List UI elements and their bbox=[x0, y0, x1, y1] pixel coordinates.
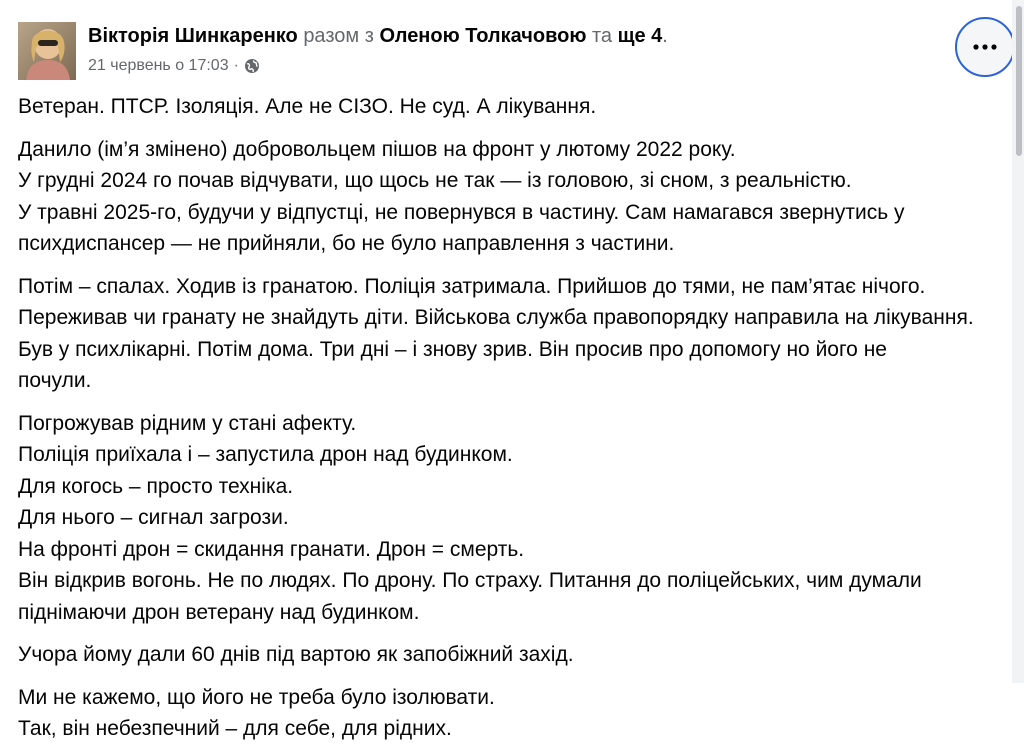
post-paragraph bbox=[18, 271, 1008, 397]
post-header bbox=[88, 23, 668, 49]
post-paragraph bbox=[18, 134, 1008, 260]
scrollbar-thumb[interactable] bbox=[1016, 6, 1022, 156]
post-text-line: Так, він небезпечний – для себе, для рідних. bbox=[18, 717, 452, 740]
post-text-line: Для нього – сигнал загрози. bbox=[18, 506, 289, 529]
post-paragraph bbox=[18, 682, 1008, 745]
others-link[interactable]: ще 4 bbox=[617, 25, 663, 47]
more-options-button[interactable] bbox=[955, 17, 1015, 77]
post-paragraph bbox=[18, 91, 1008, 123]
post-text-line: На фронті дрон = скидання гранати. Дрон = смерть. bbox=[18, 537, 525, 561]
tagged-person-link[interactable]: Оленою Толкачовою bbox=[379, 25, 587, 47]
post-text-line: Ми не кажемо, що його не треба було ізолювати. bbox=[18, 685, 495, 709]
post-text-line: У грудні 2024 го почав відчувати, що щось не так — із головою, зі сном, з реальністю. bbox=[18, 169, 852, 192]
post-paragraph bbox=[18, 639, 1008, 671]
post-paragraph bbox=[18, 408, 1008, 629]
post-body bbox=[18, 91, 1008, 756]
globe-icon[interactable] bbox=[244, 58, 260, 74]
post-timestamp[interactable]: 21 червень о 17:03 bbox=[88, 57, 229, 74]
meta-separator: · bbox=[233, 57, 239, 74]
post-text-line: почули. bbox=[18, 369, 92, 392]
post-text-line: У травні 2025-го, будучи у відпустці, не повернувся в частину. Сам намагався звернутись у bbox=[18, 200, 905, 224]
author-name-link[interactable]: Вікторія Шинкаренко bbox=[88, 25, 298, 47]
header-period: . bbox=[662, 25, 668, 47]
with-connector: разом з bbox=[303, 25, 374, 47]
author-avatar[interactable] bbox=[18, 22, 76, 80]
post-text-line: Був у психлікарні. Потім дома. Три дні – і знову зрив. Він просив про допомогу но його не bbox=[18, 337, 887, 361]
post-text-line: Він відкрив вогонь. Не по людях. По дрону. По страху. Питання до поліцейських, чим думали bbox=[18, 569, 922, 592]
post-text-line: Данило (ім’я змінено) добровольцем пішов на фронт у лютому 2022 року. bbox=[18, 137, 736, 161]
post-text-line: Потім – спалах. Ходив із гранатою. Поліція затримала. Прийшов до тями, не пам’ятає нічого. bbox=[18, 274, 926, 298]
post-text-line: психдиспансер — не прийняли, бо не було направлення з частини. bbox=[18, 232, 675, 255]
post-text-line: Переживав чи гранату не знайдуть діти. Військова служба правопорядку направила на лікування. bbox=[18, 306, 974, 329]
post-text-line: піднімаючи дрон ветерану над будинком. bbox=[18, 600, 420, 624]
post-text-line: Учора йому дали 60 днів під вартою як запобіжний захід. bbox=[18, 643, 574, 666]
more-options-icon bbox=[973, 44, 997, 50]
post-text-line: Ветеран. ПТСР. Ізоляція. Але не СІЗО. Не суд. А лікування. bbox=[18, 95, 597, 118]
and-connector: та bbox=[591, 25, 613, 47]
post-text-line: Для когось – просто техніка. bbox=[18, 474, 294, 498]
post-meta bbox=[88, 55, 260, 77]
post-text-line: Поліція приїхала і – запустила дрон над будинком. bbox=[18, 443, 513, 466]
post-text-line: Погрожував рідним у стані афекту. bbox=[18, 411, 357, 435]
